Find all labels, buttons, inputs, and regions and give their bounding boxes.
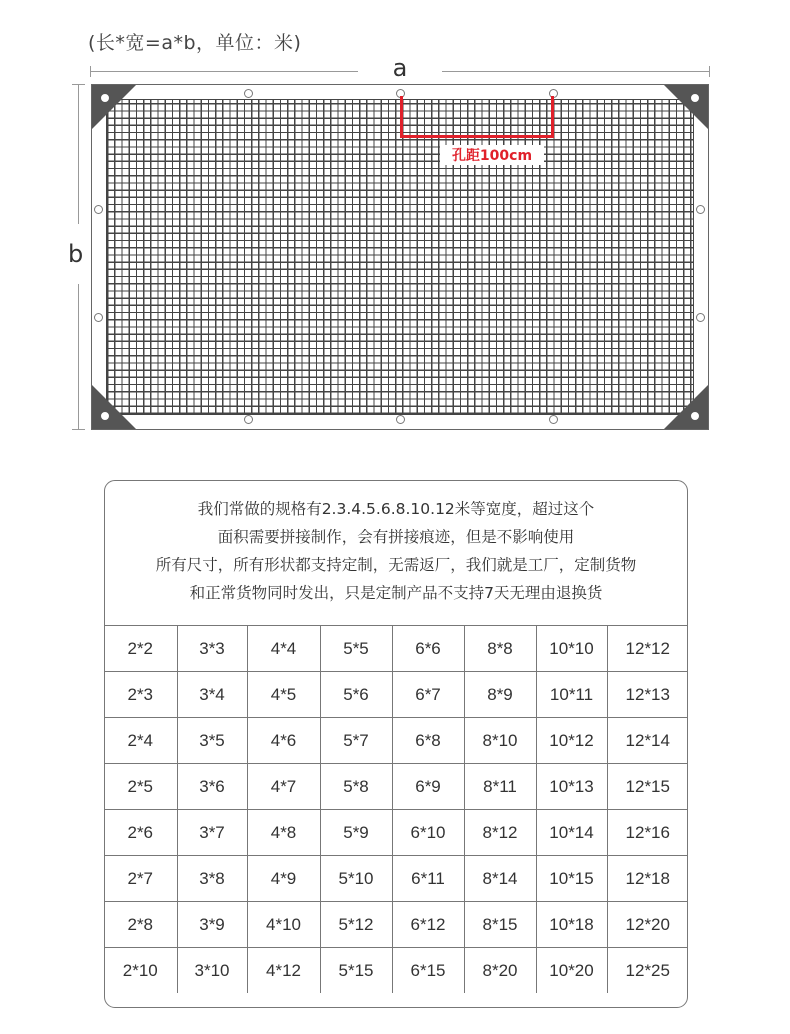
size-cell: 6*11 xyxy=(392,856,464,902)
dimension-b-label: b xyxy=(68,240,84,268)
size-cell: 3*6 xyxy=(177,764,247,810)
grommet xyxy=(94,313,103,322)
grommet xyxy=(94,205,103,214)
grommet xyxy=(244,89,253,98)
size-cell: 5*15 xyxy=(320,948,392,994)
size-cell: 10*12 xyxy=(536,718,607,764)
corner-reinforcement xyxy=(92,85,136,129)
size-cell: 10*10 xyxy=(536,626,607,672)
hole-spacing-bracket xyxy=(400,96,554,138)
corner-grommet xyxy=(100,411,110,421)
size-cell: 4*8 xyxy=(247,810,320,856)
size-cell: 5*12 xyxy=(320,902,392,948)
corner-grommet xyxy=(690,93,700,103)
size-cell: 4*10 xyxy=(247,902,320,948)
size-cell: 12*20 xyxy=(607,902,688,948)
table-row xyxy=(104,764,688,810)
custom-size-note xyxy=(105,495,687,607)
size-cell: 3*5 xyxy=(177,718,247,764)
size-table xyxy=(104,625,688,993)
size-cell: 3*10 xyxy=(177,948,247,994)
size-cell: 3*9 xyxy=(177,902,247,948)
size-cell: 10*15 xyxy=(536,856,607,902)
size-cell: 12*12 xyxy=(607,626,688,672)
size-cell: 8*11 xyxy=(464,764,536,810)
size-cell: 4*9 xyxy=(247,856,320,902)
table-row xyxy=(104,948,688,994)
corner-grommet xyxy=(690,411,700,421)
size-cell: 2*3 xyxy=(104,672,177,718)
size-cell: 5*10 xyxy=(320,856,392,902)
grommet xyxy=(549,415,558,424)
grommet xyxy=(696,205,705,214)
size-cell: 5*6 xyxy=(320,672,392,718)
size-cell: 12*13 xyxy=(607,672,688,718)
size-cell: 6*10 xyxy=(392,810,464,856)
size-cell: 8*8 xyxy=(464,626,536,672)
size-cell: 6*9 xyxy=(392,764,464,810)
table-row xyxy=(104,810,688,856)
size-cell: 2*7 xyxy=(104,856,177,902)
size-cell: 12*25 xyxy=(607,948,688,994)
size-cell: 10*11 xyxy=(536,672,607,718)
size-cell: 10*14 xyxy=(536,810,607,856)
size-cell: 5*7 xyxy=(320,718,392,764)
table-row xyxy=(104,672,688,718)
table-row xyxy=(104,718,688,764)
size-cell: 4*7 xyxy=(247,764,320,810)
size-cell: 4*6 xyxy=(247,718,320,764)
note-line: 面积需要拼接制作，会有拼接痕迹，但是不影响使用 xyxy=(217,528,575,546)
size-cell: 4*12 xyxy=(247,948,320,994)
size-cell: 5*8 xyxy=(320,764,392,810)
table-row xyxy=(104,626,688,672)
grommet xyxy=(244,415,253,424)
corner-grommet xyxy=(100,93,110,103)
unit-note: (长*宽=a*b，单位：米) xyxy=(88,32,302,54)
size-cell: 2*8 xyxy=(104,902,177,948)
size-cell: 8*15 xyxy=(464,902,536,948)
size-cell: 6*6 xyxy=(392,626,464,672)
size-cell: 5*5 xyxy=(320,626,392,672)
size-cell: 3*4 xyxy=(177,672,247,718)
size-cell: 12*14 xyxy=(607,718,688,764)
size-cell: 8*14 xyxy=(464,856,536,902)
corner-reinforcement xyxy=(92,385,136,429)
size-cell: 8*12 xyxy=(464,810,536,856)
size-cell: 8*20 xyxy=(464,948,536,994)
size-cell: 6*8 xyxy=(392,718,464,764)
size-info-box xyxy=(104,480,688,1008)
size-cell: 10*20 xyxy=(536,948,607,994)
size-cell: 2*6 xyxy=(104,810,177,856)
note-line: 所有尺寸，所有形状都支持定制，无需返厂，我们就是工厂，定制货物 xyxy=(155,556,637,574)
size-cell: 2*10 xyxy=(104,948,177,994)
grommet xyxy=(696,313,705,322)
size-cell: 10*18 xyxy=(536,902,607,948)
size-cell: 4*4 xyxy=(247,626,320,672)
size-cell: 12*16 xyxy=(607,810,688,856)
size-cell: 6*12 xyxy=(392,902,464,948)
dimension-b xyxy=(66,84,90,430)
size-cell: 3*3 xyxy=(177,626,247,672)
grommet xyxy=(396,415,405,424)
dimension-a xyxy=(90,54,710,84)
size-cell: 12*15 xyxy=(607,764,688,810)
size-cell: 2*5 xyxy=(104,764,177,810)
size-cell: 8*10 xyxy=(464,718,536,764)
size-cell: 6*15 xyxy=(392,948,464,994)
note-line: 我们常做的规格有2.3.4.5.6.8.10.12米等宽度，超过这个 xyxy=(197,500,595,518)
table-row xyxy=(104,902,688,948)
size-cell: 2*2 xyxy=(104,626,177,672)
table-row xyxy=(104,856,688,902)
size-cell: 10*13 xyxy=(536,764,607,810)
size-cell: 3*7 xyxy=(177,810,247,856)
note-line: 和正常货物同时发出，只是定制产品不支持7天无理由退换货 xyxy=(189,584,603,602)
dimension-a-label: a xyxy=(392,54,408,82)
mesh-grid xyxy=(106,99,694,415)
size-cell: 4*5 xyxy=(247,672,320,718)
size-cell: 2*4 xyxy=(104,718,177,764)
hole-spacing-label: 孔距100cm xyxy=(440,145,544,165)
size-cell: 3*8 xyxy=(177,856,247,902)
size-cell: 8*9 xyxy=(464,672,536,718)
corner-reinforcement xyxy=(664,385,708,429)
corner-reinforcement xyxy=(664,85,708,129)
size-cell: 12*18 xyxy=(607,856,688,902)
size-cell: 6*7 xyxy=(392,672,464,718)
size-cell: 5*9 xyxy=(320,810,392,856)
